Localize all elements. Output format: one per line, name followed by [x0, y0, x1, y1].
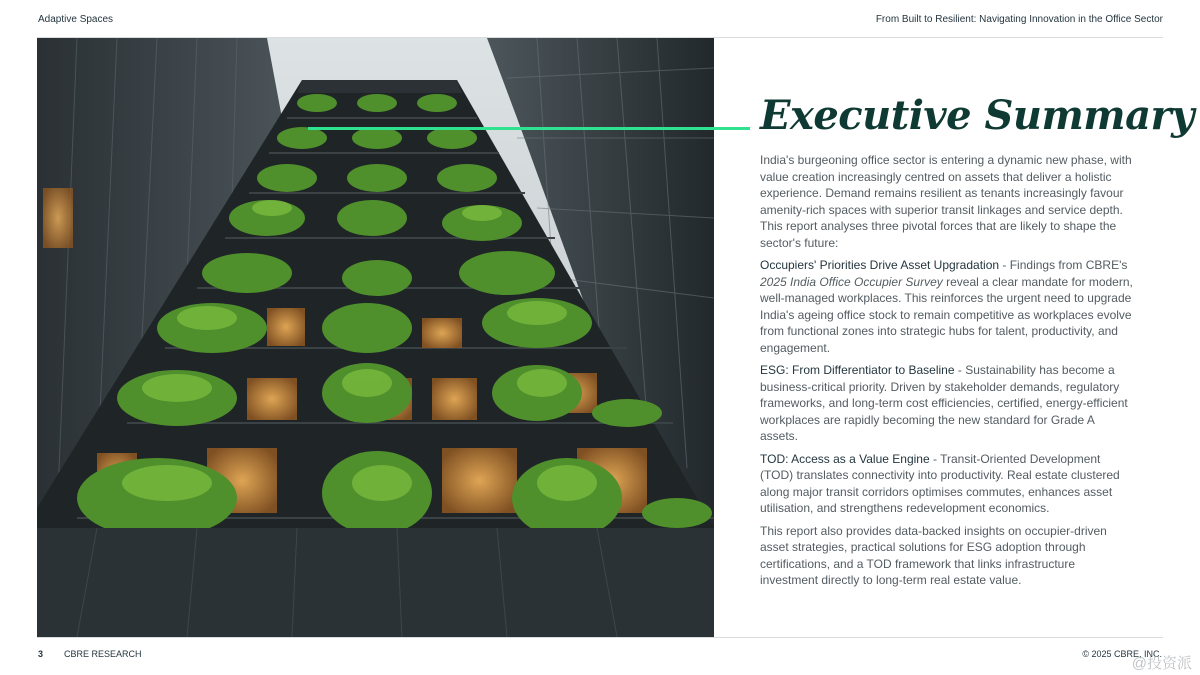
- section-heading-occupiers: Occupiers' Priorities Drive Asset Upgradation: [760, 258, 1000, 272]
- section-body-tod: - Transit-Oriented Development (TOD) translates connectivity into productivity. Real estate clustered along major transit corridors optimises commutes, enhances asset utilisation, and strengthens redevelopment economics.: [760, 451, 1120, 515]
- section-body-esg: - Sustainability has become a business-critical priority. Driven by stakeholder demands, regulatory frameworks, and long-term cost efficiencies, certified, energy-efficient workplaces are rapidly becoming the new standard for Grade A assets.: [760, 363, 1128, 443]
- section-heading-esg: ESG: From Differentiator to Baseline: [760, 363, 955, 377]
- section-paragraph-occupiers: [760, 257, 1134, 356]
- header-section-label: Adaptive Spaces: [38, 14, 114, 25]
- survey-title: 2025 India Office Occupier Survey: [760, 274, 943, 289]
- intro-paragraph: India's burgeoning office sector is entering a dynamic new phase, with value creation increasingly centred on assets that deliver a holistic experience. Demand remains resilient as tenants increasingly favour amenity-rich spaces with superior transit linkages and service depth. This report analyses three pivotal forces that are likely to shape the sector's future:: [760, 153, 1132, 250]
- section-body-occupiers: reveal a clear mandate for modern, well-managed workplaces. This reinforces the urgent need to upgrade India's ageing office stock to remain competitive as workplaces evolve from functional zones into strategic hubs for talent, productivity, and engagement.: [760, 274, 1133, 355]
- footer-brand: CBRE RESEARCH: [64, 649, 142, 659]
- watermark: @投资派: [1131, 655, 1192, 672]
- page-title: Executive Summary: [760, 92, 1194, 139]
- closing-paragraph: This report also provides data-backed insights on occupier-driven asset strategies, practical solutions for ESG adoption through certifications, and a TOD framework that links infrastructure investment directly to long-term real estate value.: [760, 523, 1107, 587]
- section-heading-tod: TOD: Access as a Value Engine: [760, 451, 930, 466]
- page-number: 3: [38, 649, 44, 659]
- accent-line: [308, 127, 750, 130]
- section-paragraph-esg: [760, 362, 1134, 445]
- footer-divider: [37, 637, 1163, 638]
- section-lead-occupiers: - Findings from CBRE's: [999, 258, 1128, 272]
- header-report-title: From Built to Resilient: Navigating Innovation in the Office Sector: [875, 14, 1163, 25]
- footer-copyright: © 2025 CBRE, INC.: [1082, 649, 1162, 659]
- section-paragraph-tod: [760, 451, 1134, 517]
- summary-body: [760, 152, 1134, 595]
